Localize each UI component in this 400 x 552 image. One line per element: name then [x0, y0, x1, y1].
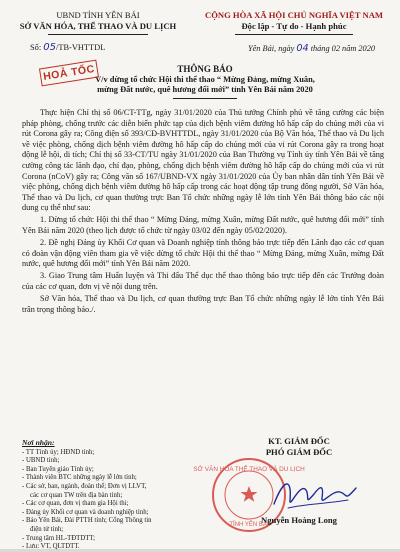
recipient-item: - Lưu: VT, QLTDTT.	[22, 543, 80, 551]
department-name: SỞ VĂN HÓA, THỂ THAO VÀ DU LỊCH	[19, 21, 177, 31]
date-prefix: Yên Bái, ngày	[248, 44, 295, 53]
issuing-agency-header	[14, 10, 182, 35]
recipients-list	[22, 439, 202, 552]
date-rest: tháng 02 năm 2020	[310, 44, 376, 53]
seal-text: SỞ VĂN HÓA THỂ THAO VÀ DU LỊCH	[193, 466, 305, 473]
signer-position: PHÓ GIÁM ĐỐC	[265, 446, 333, 457]
notice-subject-line-2: mừng Đất nước, quê hương đổi mới” tỉnh Yên Bái năm 2020	[97, 85, 313, 94]
title-rule	[173, 98, 237, 99]
recipient-item: - Đảng ủy Khối cơ quan và doanh nghiệp tỉnh;	[22, 508, 149, 516]
recipient-item: - Ban Tuyên giáo Tỉnh ủy;	[22, 465, 94, 473]
recipient-item: - UBND tỉnh;	[22, 457, 60, 465]
header-left-rule	[48, 34, 148, 35]
recipient-item: các cơ quan TW trên địa bàn tỉnh;	[30, 491, 123, 499]
national-motto: Độc lập - Tự do - Hạnh phúc	[241, 21, 347, 31]
national-header	[194, 10, 394, 35]
issue-date	[248, 43, 375, 54]
notice-subject-line-1: V/v dừng tổ chức Hội thi thể thao “ Mừng Đảng, mừng Xuân,	[95, 74, 315, 84]
doc-number-suffix: /TB-VHTTDL	[56, 43, 106, 52]
recipient-item: - Các sở, ban, ngành, đoàn thể; Đơn vị LLVT,	[22, 482, 147, 490]
recipients-heading: Nơi nhận:	[22, 438, 55, 447]
seal-rim-text: TỈNH YÊN BÁI	[229, 522, 269, 528]
recipient-item: - Các cơ quan, đơn vị tham gia Hội thi;	[22, 500, 129, 508]
notice-body	[22, 108, 384, 317]
body-paragraph-intro: Thực hiện Chỉ thị số 06/CT-TTg, ngày 31/01/2020 của Thủ tướng Chính phủ về tăng cường các biện pháp phòng, chống trước các diễn biến phức tạp của dịch bệnh viêm đường hô hấp cấp do chủng mới của vi rút Corona gây ra; Công điện số 393/CĐ-BVHTTDL, ngày 31/01/2020 của Bộ Văn hóa, Thể thao và Du lịch về việc phòng, chống dịch bệnh viêm đường hô hấp cấp do chủng mới của vi rút Corona gây ra trong hoạt động lễ hội, di tích; Chỉ thị số 33-CT/TU ngày 31/01/2020 của Ban Thường vụ Tỉnh ủy tỉnh Yên Bái về tăng cường công tác lãnh đạo, chỉ đạo, phòng, chống dịch bệnh viêm đường hô hấp cấp do chủng mới của vi rút Corona (nCoV) gây ra; Công văn số 167/UBND-VX ngày 31/01/2020 của Ủy ban nhân dân tỉnh Yên Bái về việc phòng, chống dịch bệnh viêm đường hô hấp cấp trong các hoạt động tập trung đông người, Sở Văn hóa, Thể thao và Du lịch, cơ quan thường trực Ban Tổ chức những ngày lễ lớn tỉnh Yên Bái thông báo các nội dung cụ thể như sau:	[22, 108, 384, 213]
recipient-item: điện tử tỉnh;	[30, 525, 64, 533]
recipient-item: - TT Tỉnh ủy; HĐND tỉnh;	[22, 448, 95, 456]
signer-name: Nguyễn Hoàng Long	[261, 515, 337, 525]
header-right-rule	[235, 34, 353, 35]
body-paragraph-item-2: 2. Đề nghị Đảng ủy Khối Cơ quan và Doanh nghiệp tỉnh thông báo trực tiếp đến Lãnh đạo các cơ quan có đoàn vận động viên tham gia về việc dừng tổ chức Hội thi thể thao “ Mừng Đảng, mừng Xuân, mừng Đất nước, quê hương đổi mới” tỉnh Yên Bái năm 2020.	[22, 238, 384, 269]
doc-number-handwritten: 05	[43, 42, 57, 53]
recipient-item: - Thành viên BTC những ngày lễ lớn tỉnh;	[22, 474, 137, 482]
date-day-handwritten: 04	[296, 43, 309, 54]
signature-block	[214, 436, 384, 526]
document-number	[30, 42, 105, 53]
body-paragraph-item-3: 3. Giao Trung tâm Huấn luyện và Thi đấu Thể dục thể thao thông báo trực tiếp đến các Trưởng đoàn của các cơ quan, đơn vị về nội dung trên.	[22, 271, 384, 291]
notice-heading: THÔNG BÁO	[177, 64, 233, 74]
agency-name: UBND TỈNH YÊN BÁI	[56, 10, 140, 20]
recipient-item: - Báo Yên Bái, Đài PTTH tỉnh; Cổng Thông tin	[22, 517, 152, 525]
body-paragraph-closing: Sở Văn hóa, Thể thao và Du lịch, cơ quan thường trực Ban Tổ chức những ngày lễ lớn tỉnh Yên Bái trân trọng thông báo./.	[22, 294, 384, 314]
recipient-item: - Trung tâm HL-TĐTDTT;	[22, 534, 96, 542]
signer-authority: KT. GIÁM ĐỐC	[268, 436, 330, 446]
urgent-stamp: HOẢ TỐC	[39, 60, 99, 87]
body-paragraph-item-1: 1. Dừng tổ chức Hội thi thể thao “ Mừng Đảng, mừng Xuân, mừng Đất nước, quê hương đổi mới” tỉnh Yên Bái năm 2020 (theo lịch được tổ chức từ ngày 03/02 đến ngày 05/02/2020).	[22, 215, 384, 236]
republic-name: CỘNG HÒA XÃ HỘI CHỦ NGHĨA VIỆT NAM	[204, 10, 384, 20]
doc-number-prefix: Số:	[30, 43, 42, 52]
